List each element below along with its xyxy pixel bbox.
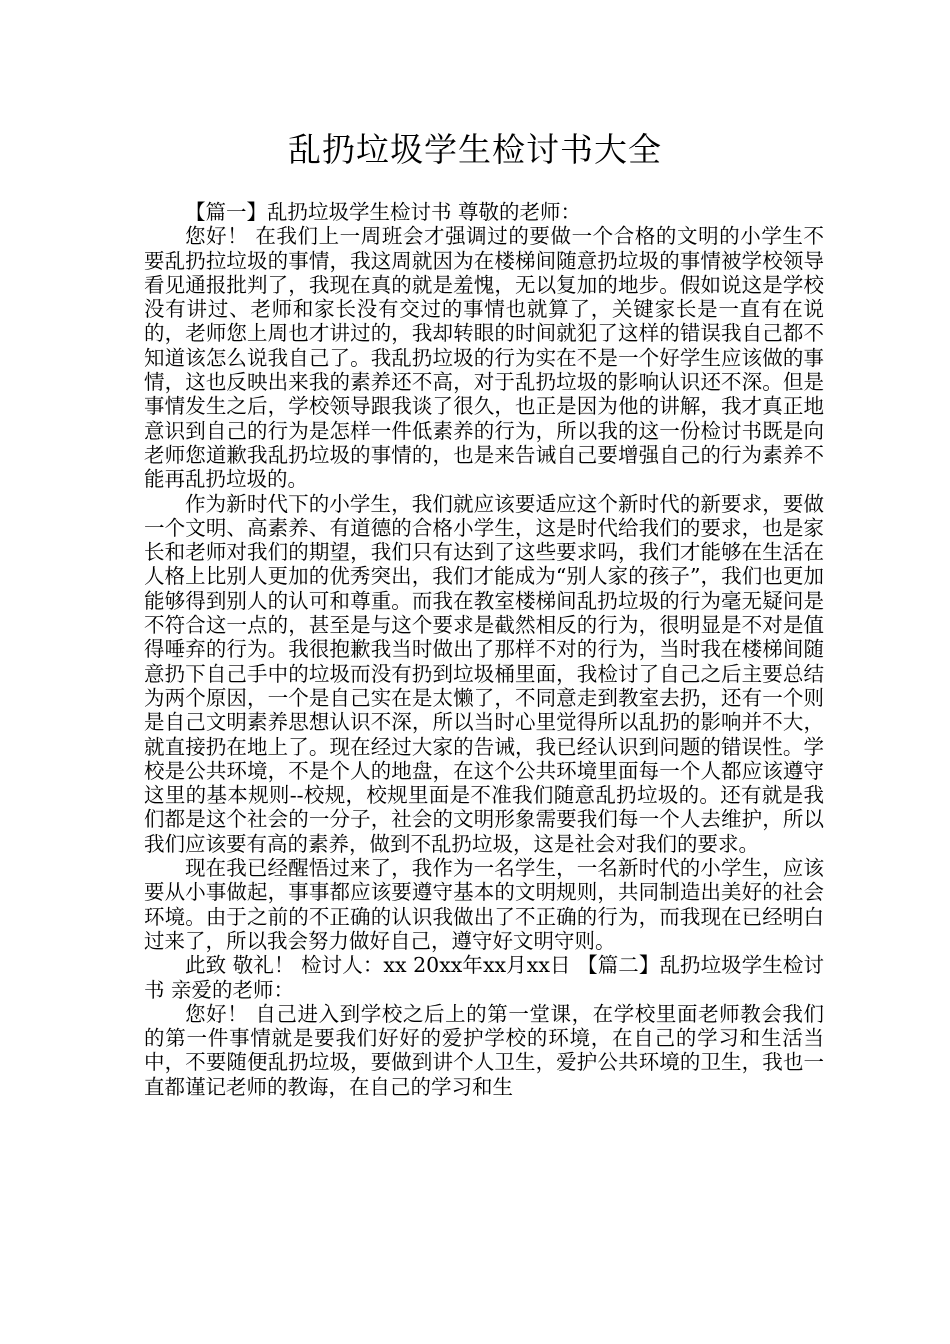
paragraph-1: 您好！ 在我们上一周班会才强调过的要做一个合格的文明的小学生不要乱扔拉垃圾的事情，我这周就因为在楼梯间随意扔垃圾的事情被学校领导看见通报批判了，我现在真的就是羞愧，无以复加的地步。假如说这是学校没有讲过、老师和家长没有交过的事情也就算了，关键家长是一直有在说的，老师您上周也才讲过的，我却转眼的时间就犯了这样的错误我自己都不知道该怎么说我自己了。我乱扔垃圾的行为实在不是一个好学生应该做的事情，这也反映出来我的素养还不高，对于乱扔垃圾的影响认识还不深。但是事情发生之后，学校领导跟我谈了很久，也正是因为他的讲解，我才真正地意识到自己的行为是怎样一件低素养的行为，所以我的这一份检讨书既是向老师您道歉我乱扔垃圾的事情的，也是来告诫自己要增强自己的行为素养不能再乱扔垃圾的。 — [144, 224, 824, 492]
paragraph-closing: 此致 敬礼！ 检讨人：xx 20xx年xx月xx日 【篇二】乱扔垃圾学生检讨书 亲爱的老师： — [144, 953, 824, 1002]
paragraph-heading-1: 【篇一】乱扔垃圾学生检讨书 尊敬的老师： — [185, 200, 582, 224]
paragraph-3: 现在我已经醒悟过来了，我作为一名学生，一名新时代的小学生，应该要从小事做起，事事都应该要遵守基本的文明规则，共同制造出美好的社会环境。由于之前的不正确的认识我做出了不正确的行为，而我现在已经明白过来了，所以我会努力做好自己，遵守好文明守则。 — [144, 856, 824, 953]
document-title: 乱扔垃圾学生检讨书大全 — [288, 130, 662, 169]
paragraph-4: 您好！ 自己进入到学校之后上的第一堂课，在学校里面老师教会我们的第一件事情就是要我们好好的爱护学校的环境，在自己的学习和生活当中，不要随便乱扔垃圾，要做到讲个人卫生，爱护公共环境的卫生，我也一直都谨记老师的教诲，在自己的学习和生 — [144, 1001, 824, 1099]
document-body — [144, 200, 824, 1099]
paragraph-2: 作为新时代下的小学生，我们就应该要适应这个新时代的新要求，要做一个文明、高素养、有道德的合格小学生，这是时代给我们的要求，也是家长和老师对我们的期望，我们只有达到了这些要求吗，我们才能够在生活在人格上比别人更加的优秀突出，我们才能成为“别人家的孩子”，我们也更加能够得到别人的认可和尊重。而我在教室楼梯间乱扔垃圾的行为毫无疑问是不符合这一点的，甚至是与这个要求是截然相反的行为，很明显是不对是值得唾弃的行为。我很抱歉我当时做出了那样不对的行为，当时我在楼梯间随意扔下自己手中的垃圾而没有扔到垃圾桶里面，我检讨了自己之后主要总结为两个原因，一个是自己实在是太懒了，不同意走到教室去扔，还有一个则是自己文明素养思想认识不深，所以当时心里觉得所以乱扔的影响并不大，就直接扔在地上了。现在经过大家的告诫，我已经认识到问题的错误性。学校是公共环境，不是个人的地盘，在这个公共环境里面每一个人都应该遵守这里的基本规则--校规，校规里面是不准我们随意乱扔垃圾的。还有就是我们都是这个社会的一分子，社会的文明形象需要我们每一个人去维护，所以我们应该要有高的素养，做到不乱扔垃圾，这是社会对我们的要求。 — [144, 491, 824, 856]
